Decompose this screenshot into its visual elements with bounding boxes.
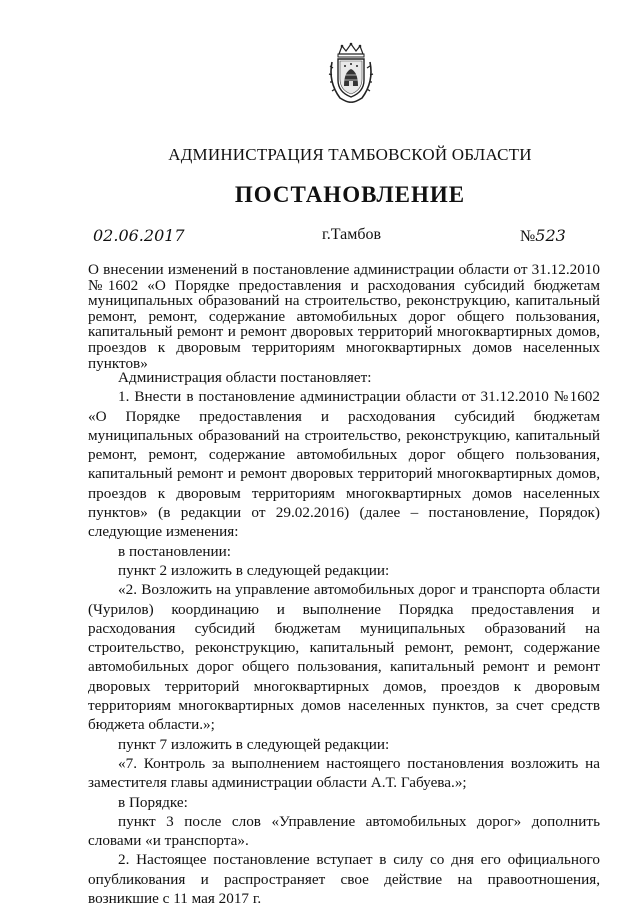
document-city: г.Тамбов [322,226,382,243]
body-paragraph: «7. Контроль за выполнением настоящего постановления возложить на заместителя главы администрации области А.Т. Габуева.»; [88,754,600,792]
body-paragraph: пункт 3 после слов «Управление автомобильных дорог» дополнить словами «и транспорта». [88,812,600,850]
coat-of-arms-icon [326,42,376,104]
organization-name: АДМИНИСТРАЦИЯ ТАМБОВСКОЙ ОБЛАСТИ [168,145,532,164]
document-type-title: ПОСТАНОВЛЕНИЕ [234,182,466,207]
body-paragraph: в постановлении: [118,542,231,560]
document-body [88,368,600,908]
body-paragraph: «2. Возложить на управление автомобильных дорог и транспорта области (Чурилов) координацию и выполнение Порядка предоставления и расходования субсидий бюджетам муниципальных образований на строительство, реконструкцию, капитальный ремонт, ремонт, содержание автомобильных дорог общего пользования, капитальный ремонт и ремонт дворовых территорий многоквартирных домов, проездов к дворовым территориям многоквартирных домов населенных пунктов, за счет средств бюджета области.»; [88,581,600,734]
body-paragraph: 2. Настоящее постановление вступает в силу со дня его официального опубликования и распространяет свое действие на правоотношения, возникшие с 11 мая 2017 г. [88,851,600,908]
document-number [520,226,566,246]
body-paragraph: в Порядке: [118,793,188,811]
number-prefix: № [520,228,536,245]
number-value: 523 [535,226,566,245]
document-date: 02.06.2017 [93,226,185,245]
body-paragraph: пункт 7 изложить в следующей редакции: [118,735,390,753]
body-paragraph: пункт 2 изложить в следующей редакции: [118,561,390,579]
body-paragraph: 1. Внести в постановление администрации области от 31.12.2010 №1602 «О Порядке предоставления и расходования субсидий бюджетам муниципальных образований на строительство, реконструкцию, капитальный ремонт, ремонт, содержание автомобильных дорог общего пользования, капитальный ремонт и ремонт дворовых территорий многоквартирных домов, проездов к дворовым территориям многоквартирных домов населенных пунктов» (в редакции от 29.02.2016) (далее – постановление, Порядок) следующие изменения: [88,388,600,541]
body-paragraph: Администрация области постановляет: [118,369,372,386]
document-subject: О внесении изменений в постановление администрации области от 31.12.2010 №1602 «О Порядке предоставления и расходования субсидий бюджетам муниципальных образований на строительство, реконструкцию, капитальный ремонт, ремонт, содержание автомобильных дорог общего пользования, капитальный ремонт и ремонт дворовых территорий многоквартирных домов, проездов к дворовым территориям многоквартирных домов населенных пунктов» [88,261,600,372]
